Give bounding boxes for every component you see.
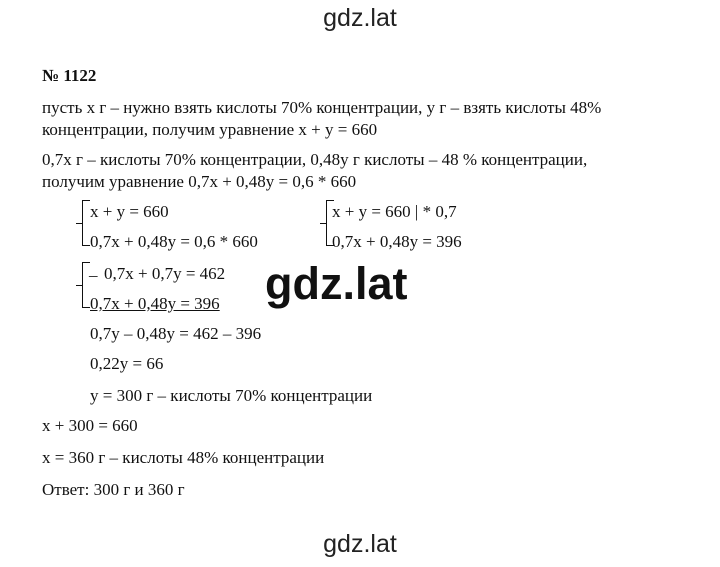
system-1-brace [82, 200, 90, 246]
system-2-equation-2: 0,7х + 0,48у = 396 [332, 232, 462, 251]
answer: Ответ: 300 г и 360 г [42, 480, 185, 499]
watermark-top: gdz.lat [323, 4, 397, 32]
watermark-middle: gdz.lat [265, 258, 408, 309]
problem-number: № 1122 [42, 66, 97, 85]
step-3: у = 300 г – кислоты 70% концентрации [90, 386, 373, 405]
watermark-bottom: gdz.lat [323, 530, 397, 558]
step-1: 0,7у – 0,48у = 462 – 396 [90, 324, 262, 343]
system-3-equation-1: 0,7х + 0,7у = 462 [104, 264, 226, 283]
system-1-equation-1: х + у = 660 [90, 202, 169, 221]
paragraph-1-line-1: пусть х г – нужно взять кислоты 70% концентрации, у г – взять кислоты 48% [42, 98, 602, 117]
system-3-equation-2: 0,7х + 0,48у = 396 [90, 294, 220, 313]
paragraph-2-line-2: получим уравнение 0,7х + 0,48у = 0,6 * 660 [42, 172, 357, 191]
paragraph-2-line-1: 0,7х г – кислоты 70% концентрации, 0,48у г кислоты – 48 % концентрации, [42, 150, 588, 169]
subtraction-sign: _ [89, 260, 98, 279]
step-4: х + 300 = 660 [42, 416, 138, 435]
step-5: х = 360 г – кислоты 48% концентрации [42, 448, 325, 467]
paragraph-1-line-2: концентрации, получим уравнение х + у = 660 [42, 120, 378, 139]
system-2-equation-1: х + у = 660 | * 0,7 [332, 202, 457, 221]
system-1-equation-2: 0,7х + 0,48у = 0,6 * 660 [90, 232, 258, 251]
step-2: 0,22у = 66 [90, 354, 164, 373]
